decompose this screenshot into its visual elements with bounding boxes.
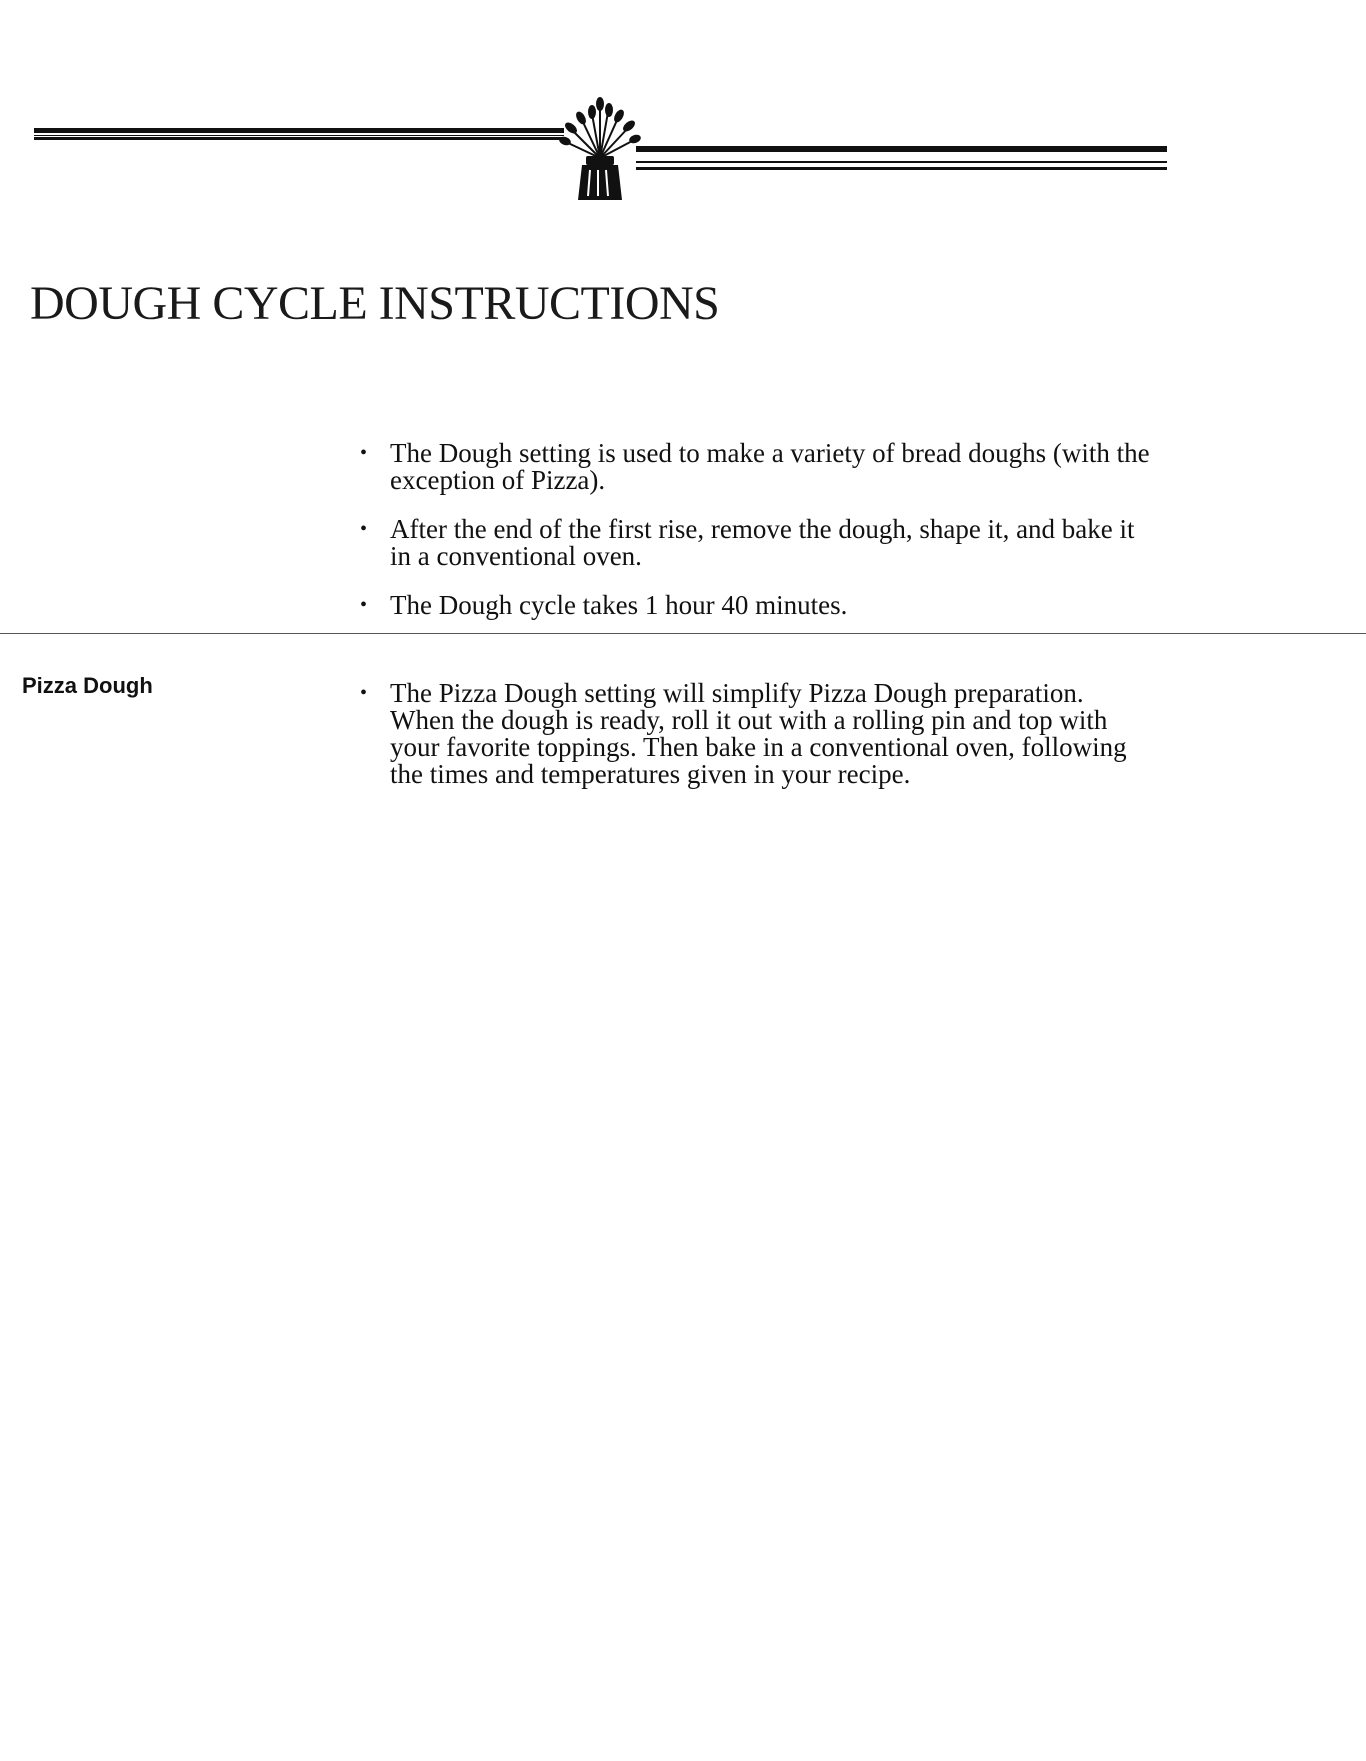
pizza-dough-heading: Pizza Dough (22, 673, 153, 698)
bullet-icon: • (360, 594, 368, 616)
bullet-text: The Dough cycle takes 1 hour 40 minutes. (390, 590, 848, 620)
list-item (352, 592, 1152, 619)
pizza-dough-text: The Pizza Dough setting will simplify Pizza Dough preparation. When the dough is ready, roll it out with a rolling pin and top with your favorite toppings. Then bake in a conventional oven, following the times and temperatures given in your recipe. (390, 678, 1127, 789)
bullet-text: After the end of the first rise, remove the dough, shape it, and bake it in a conventional oven. (390, 514, 1135, 571)
page-title: DOUGH CYCLE INSTRUCTIONS (30, 277, 720, 330)
wheat-sheaf-icon (552, 96, 648, 204)
header-rule-left (34, 128, 564, 140)
bullet-text: The Dough setting is used to make a variety of bread doughs (with the exception of Pizza). (390, 438, 1150, 495)
bullet-icon: • (360, 682, 368, 704)
bullet-icon: • (360, 518, 368, 540)
header-rule-right (636, 146, 1167, 170)
section-divider (0, 633, 1366, 634)
pizza-bullet-list (352, 680, 1152, 788)
list-item (352, 680, 1152, 788)
list-item (352, 516, 1152, 570)
dough-bullet-list (352, 440, 1152, 641)
bullet-icon: • (360, 442, 368, 464)
list-item (352, 440, 1152, 494)
